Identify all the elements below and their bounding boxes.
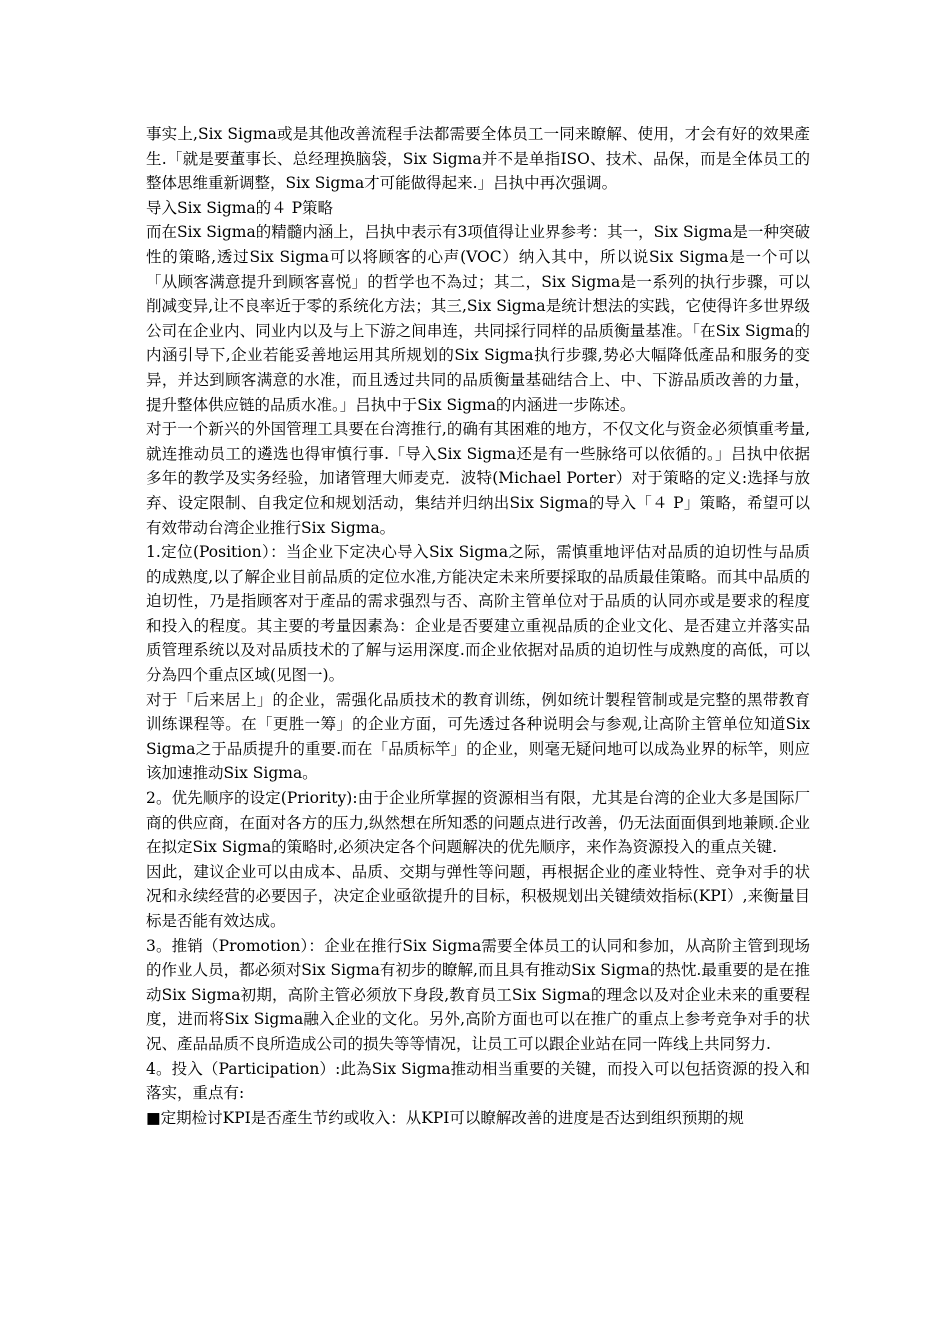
paragraph-priority: 2。优先顺序的设定(Priority):由于企业所掌握的资源相当有限，尤其是台湾的企业大多是国际厂商的供应商，在面对各方的压力,纵然想在所知悉的问题点进行改善，仍无法面面俱到地兼顾.企业在拟定Six Sigma的策略时,必须决定各个问题解决的优先顺序，来作為资源投入的重点关键.	[146, 789, 810, 857]
paragraph-introduction-approach: 对于一个新兴的外国管理工具要在台湾推行,的确有其困难的地方，不仅文化与资金必须慎重考量,就连推动员工的遴选也得审慎行事.「导入Six Sigma还是有一些脉络可以依循的。」吕执中依据多年的教学及实务经验，加诸管理大师麦克．波特(Michael Porter）对于策略的定义:选择与放弃、设定限制、自我定位和规划活动，集结并归纳出Six Sigma的导入「４ P」策略，希望可以有效带动台湾企业推行Six Sigma。	[146, 420, 810, 537]
section-heading-4p-strategy: 导入Six Sigma的４ P策略	[146, 198, 334, 217]
paragraph-promotion: 3。推销（Promotion）：企业在推行Six Sigma需要全体员工的认同和参加，从高阶主管到现场的作业人员，都必须对Six Sigma有初步的瞭解,而且具有推动Six Sigma的热忱.最重要的是在推动Six Sigma初期，高阶主管必须放下身段,教育员工Six Sigma的理念以及对企业未来的重要程度，进而将Six Sigma融入企业的文化。另外,高阶方面也可以在推广的重点上参考竞争对手的状况、產品品质不良所造成公司的损失等等情况，让员工可以跟企业站在同一阵线上共同努力.	[146, 936, 810, 1053]
bullet-item-kpi-review: ■定期检讨KPI是否產生节约或收入：从KPI可以瞭解改善的进度是否达到组织预期的规	[146, 1108, 744, 1127]
paragraph-kpi: 因此，建议企业可以由成本、品质、交期与弹性等问题，再根据企业的產业特性、竞争对手的状况和永续经营的必要因子，决定企业亟欲提升的目标，积极规划出关键绩效指标(KPI）,来衡量目标是否能有效达成。	[146, 862, 810, 930]
paragraph-quadrants: 对于「后来居上」的企业，需强化品质技术的教育训练，例如统计製程管制或是完整的黑带教育训练课程等。在「更胜一筹」的企业方面，可先透过各种说明会与参观,让高阶主管单位知道Six Sigma之于品质提升的重要.而在「品质标竿」的企业，则毫无疑问地可以成為业界的标竿，则应该加速推动Six Sigma。	[146, 690, 810, 783]
document-page	[146, 122, 810, 1130]
paragraph-position: 1.定位(Position）：当企业下定决心导入Six Sigma之际，需慎重地评估对品质的迫切性与品质的成熟度,以了解企业目前品质的定位水准,方能决定未来所要採取的品质最佳策略。而其中品质的迫切性，乃是指顾客对于產品的需求强烈与否、高阶主管单位对于品质的认同亦或是要求的程度和投入的程度。其主要的考量因素為：企业是否要建立重视品质的企业文化、是否建立并落实品质管理系统以及对品质技术的了解与运用深度.而企业依据对品质的迫切性与成熟度的高低，可以分為四个重点区域(见图一)。	[146, 543, 810, 685]
paragraph-participation: 4。投入（Participation）:此為Six Sigma推动相当重要的关键，而投入可以包括资源的投入和落实，重点有:	[146, 1059, 810, 1103]
paragraph-six-sigma-essence: 而在Six Sigma的精髓内涵上，吕执中表示有3项值得让业界参考：其一，Six Sigma是一种突破性的策略,透过Six Sigma可以将顾客的心声(VOC）纳入其中，所以说Six Sigma是一个可以「从顾客满意提升到顾客喜悦」的哲学也不為过；其二，Six Sigma是一系列的执行步骤，可以削减变异,让不良率近于零的系统化方法；其三,Six Sigma是统计想法的实践，它使得许多世界级公司在企业内、同业内以及与上下游之间串连，共同採行同样的品质衡量基准。「在Six Sigma的内涵引导下,企业若能妥善地运用其所规划的Six Sigma执行步骤,势必大幅降低產品和服务的变异，并达到顾客满意的水准，而且透过共同的品质衡量基础结合上、中、下游品质改善的力量，提升整体供应链的品质水准。」吕执中于Six Sigma的内涵进一步陈述。	[146, 223, 810, 414]
paragraph-intro: 事实上,Six Sigma或是其他改善流程手法都需要全体员工一同来瞭解、使用，才会有好的效果產生.「就是要董事长、总经理换脑袋，Six Sigma并不是单指ISO、技术、品保，而是全体员工的整体思维重新调整，Six Sigma才可能做得起来.」吕执中再次强调。	[146, 125, 810, 193]
